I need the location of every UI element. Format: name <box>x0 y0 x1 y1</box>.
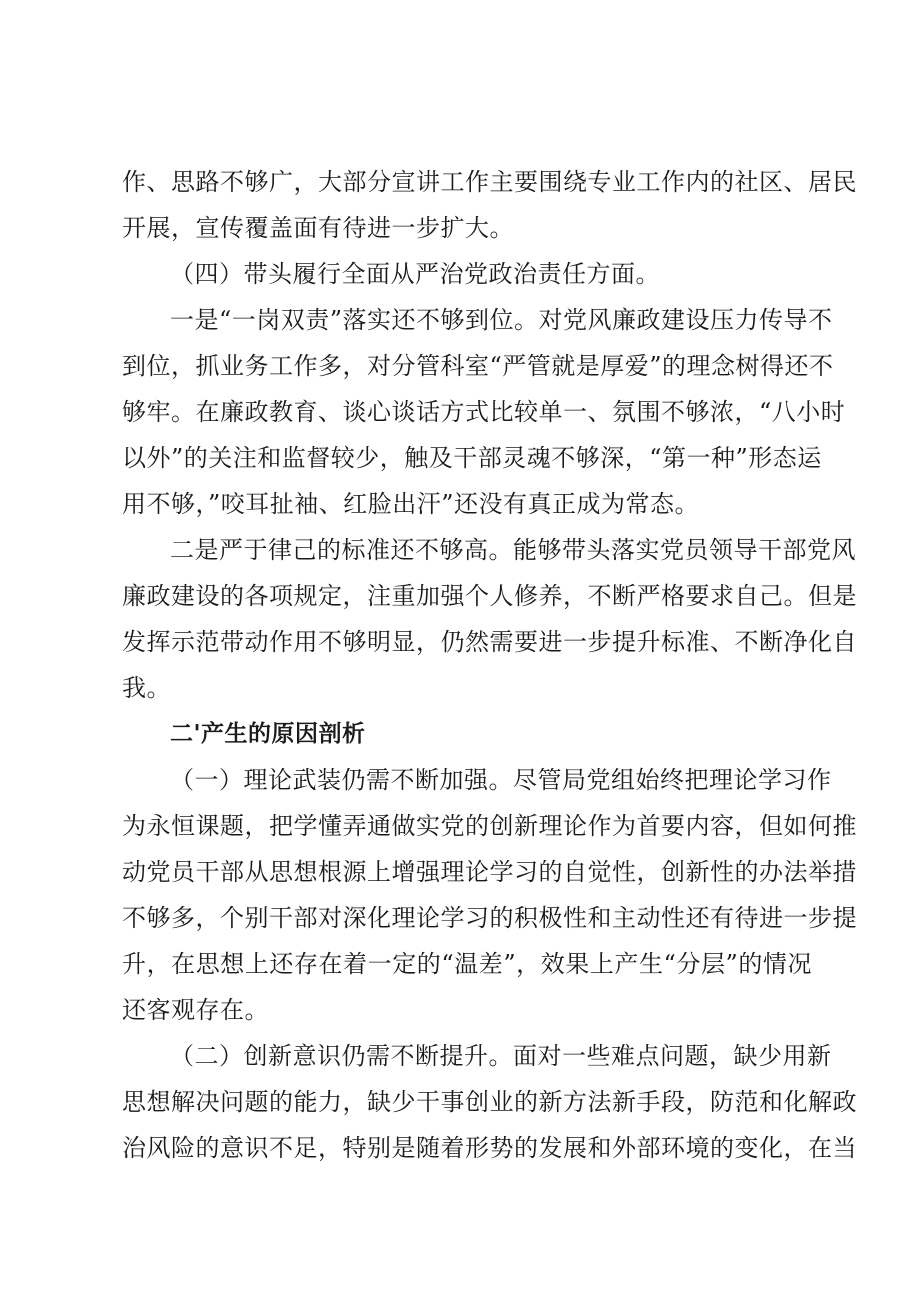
text-line: 够牢。在廉政教育、谈心谈话方式比较单一、氛围不够浓，“八小时 <box>122 398 846 426</box>
text-line: 还客观存在。 <box>122 996 269 1024</box>
text-line: 以外”的关注和监督较少，触及干部灵魂不够深，“第一种”形态运 <box>122 444 822 472</box>
text-line: 一是“一岗双责”落实还不够到位。对党风廉政建设压力传导不 <box>170 306 833 334</box>
text-line: 动党员干部从思想根源上增强理论学习的自觉性，创新性的办法举措 <box>122 858 857 886</box>
text-line: 为永恒课题，把学懂弄通做实党的创新理论作为首要内容，但如何推 <box>122 812 857 840</box>
text-line: 作、思路不够广，大部分宣讲工作主要围绕专业工作内的社区、居民 <box>122 168 857 196</box>
text-line: 升，在思想上还存在着一定的“温差”，效果上产生“分层”的情况 <box>122 950 812 978</box>
text-line: 到位，抓业务工作多，对分管科室“严管就是厚爱”的理念树得还不 <box>122 352 834 380</box>
text-line: （一）理论武装仍需不断加强。尽管局党组始终把理论学习作 <box>170 766 832 794</box>
text-line: 我。 <box>122 674 171 702</box>
text-line: 开展，宣传覆盖面有待进一步扩大。 <box>122 214 514 242</box>
section-heading: 二'产生的原因剖析 <box>170 721 366 747</box>
section-subheading: （四）带头履行全面从严治党政治责任方面。 <box>170 260 660 288</box>
text-line: 二是严于律己的标准还不够高。能够带头落实党员领导干部党风 <box>170 536 856 564</box>
text-line: 治风险的意识不足，特别是随着形势的发展和外部环境的变化，在当 <box>122 1134 857 1162</box>
text-line: 用不够，”咬耳扯袖、红脸出汗”还没有真正成为常态。 <box>122 490 700 518</box>
text-line: 发挥示范带动作用不够明显，仍然需要进一步提升标准、不断净化自 <box>122 628 857 656</box>
text-line: （二）创新意识仍需不断提升。面对一些难点问题，缺少用新 <box>170 1042 832 1070</box>
text-line: 思想解决问题的能力，缺少干事创业的新方法新手段，防范和化解政 <box>122 1088 857 1116</box>
text-line: 不够多，个别干部对深化理论学习的积极性和主动性还有待进一步提 <box>122 904 857 932</box>
text-line: 廉政建设的各项规定，注重加强个人修养，不断严格要求自己。但是 <box>122 582 857 610</box>
